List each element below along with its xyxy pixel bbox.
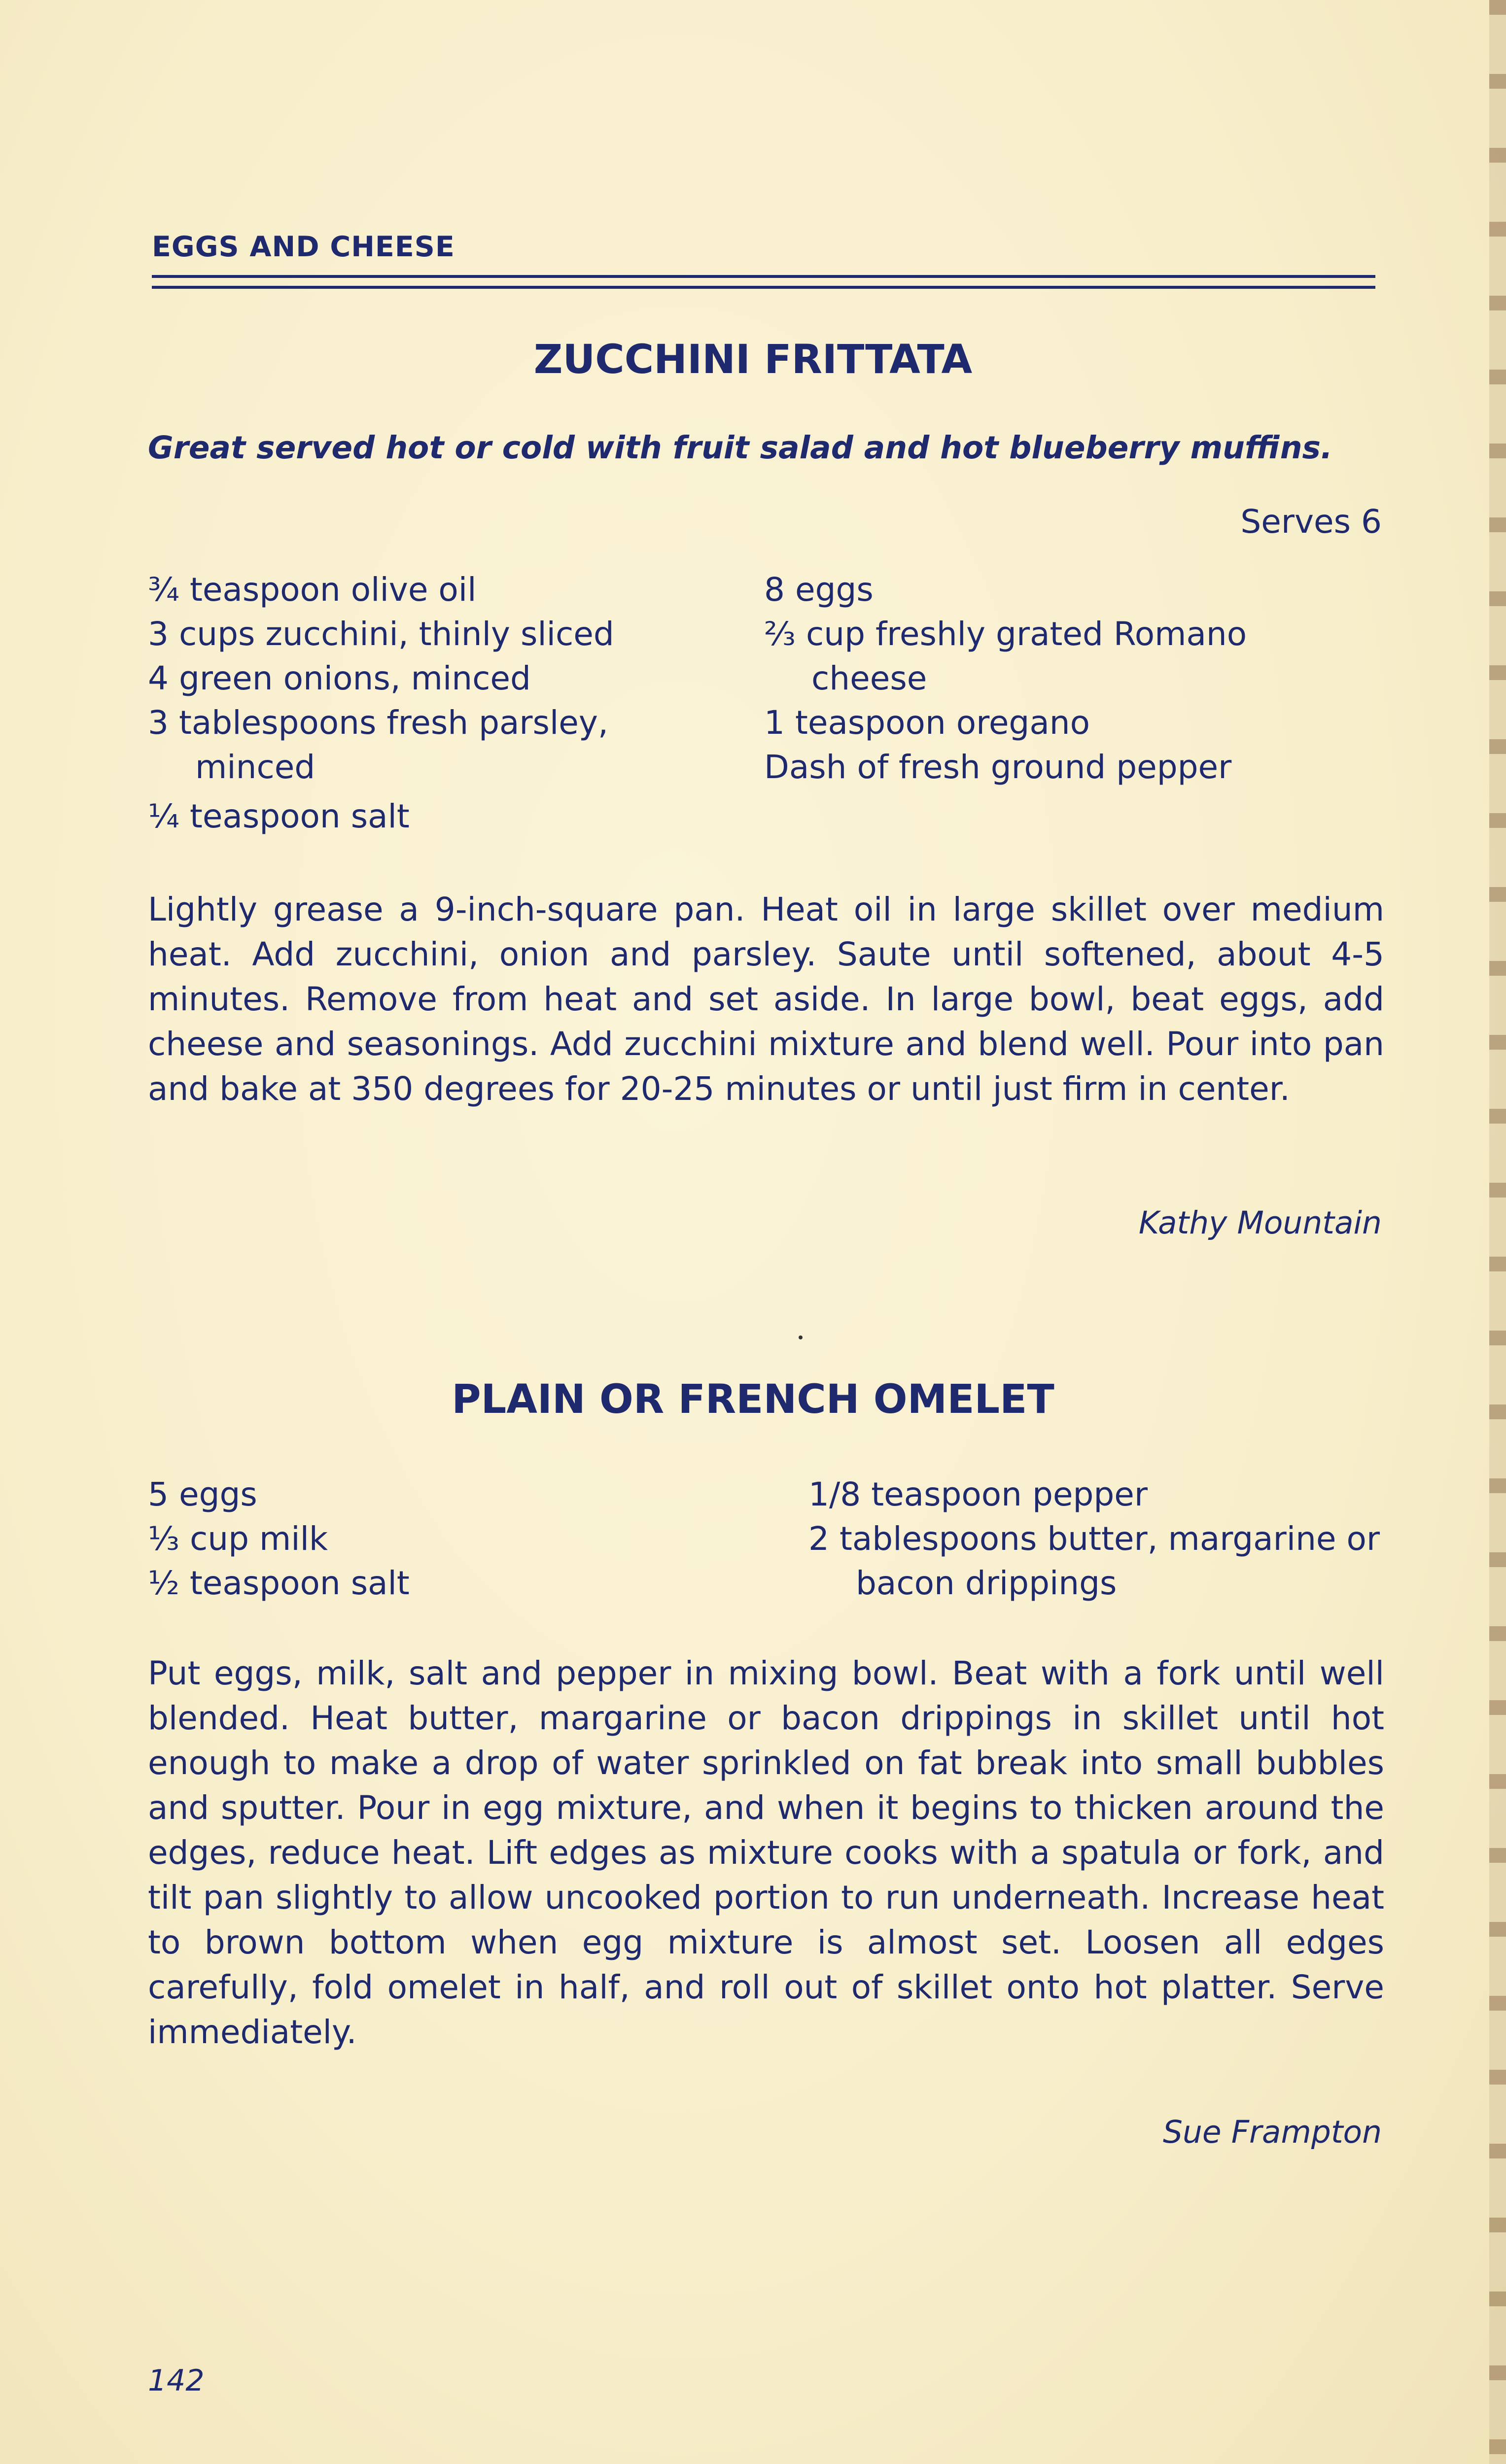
header-rule <box>152 286 1375 289</box>
ingredient: 5 eggs <box>148 1475 257 1513</box>
ingredient: ⅔ cup freshly grated Romano <box>764 615 1247 653</box>
recipe-title-zucchini-frittata: ZUCCHINI FRITTATA <box>533 337 973 383</box>
ingredient-continuation: bacon drippings <box>856 1564 1117 1602</box>
page-speck <box>799 1335 803 1339</box>
ingredient: ¼ teaspoon salt <box>148 797 410 835</box>
ingredient: 1/8 teaspoon pepper <box>808 1475 1148 1513</box>
recipe-title-plain-or-french-omelet: PLAIN OR FRENCH OMELET <box>452 1376 1054 1423</box>
section-label: EGGS AND CHEESE <box>152 231 455 263</box>
ingredient-continuation: minced <box>195 748 315 786</box>
ingredient: ¾ teaspoon olive oil <box>148 571 477 609</box>
recipe-subtitle: Great served hot or cold with fruit salad and hot blueberry muffins. <box>148 430 1332 466</box>
ingredient: ½ teaspoon salt <box>148 1564 410 1602</box>
ingredient: Dash of fresh ground pepper <box>764 748 1232 786</box>
recipe-method: Put eggs, milk, salt and pepper in mixing bowl. Beat with a fork until well blended. Heat butter, margarine or bacon drippings in skillet until hot enough to make a drop of water sprinkled on fat break into small bubbles and sputter. Pour in egg mixture, and when it begins to thicken around the edges, reduce heat. Lift edges as mixture cooks with a spatula or fork, and tilt pan slightly to allow uncooked portion to run underneath. Increase heat to brown bottom when egg mixture is almost set. Loosen all edges carefully, fold omelet in half, and roll out of skillet onto hot platter. Serve immediately. <box>148 1654 1384 2051</box>
ingredient: 8 eggs <box>764 571 874 609</box>
serves-count: Serves 6 <box>1240 503 1382 541</box>
ingredient: ⅓ cup milk <box>148 1520 328 1558</box>
ingredient: 4 green onions, minced <box>148 659 531 697</box>
ingredient: 1 teaspoon oregano <box>764 704 1090 742</box>
ingredient: 2 tablespoons butter, margarine or <box>808 1520 1380 1558</box>
recipe-author: Sue Frampton <box>1163 2114 1382 2150</box>
ingredient: 3 tablespoons fresh parsley, <box>148 704 608 742</box>
header-rule <box>152 275 1375 278</box>
ingredient-continuation: cheese <box>811 659 927 697</box>
recipe-method: Lightly grease a 9-inch-square pan. Heat oil in large skillet over medium heat. Add zucchini, onion and parsley. Saute until softened, about 4-5 minutes. Remove from heat and set aside. In large bowl, beat eggs, add cheese and seasonings. Add zucchini mixture and blend well. Pour into pan and bake at 350 degrees for 20-25 minutes or until just firm in center. <box>148 890 1384 1108</box>
page-number: 142 <box>148 2363 205 2398</box>
recipe-author: Kathy Mountain <box>1138 1205 1382 1241</box>
ingredient: 3 cups zucchini, thinly sliced <box>148 615 614 653</box>
